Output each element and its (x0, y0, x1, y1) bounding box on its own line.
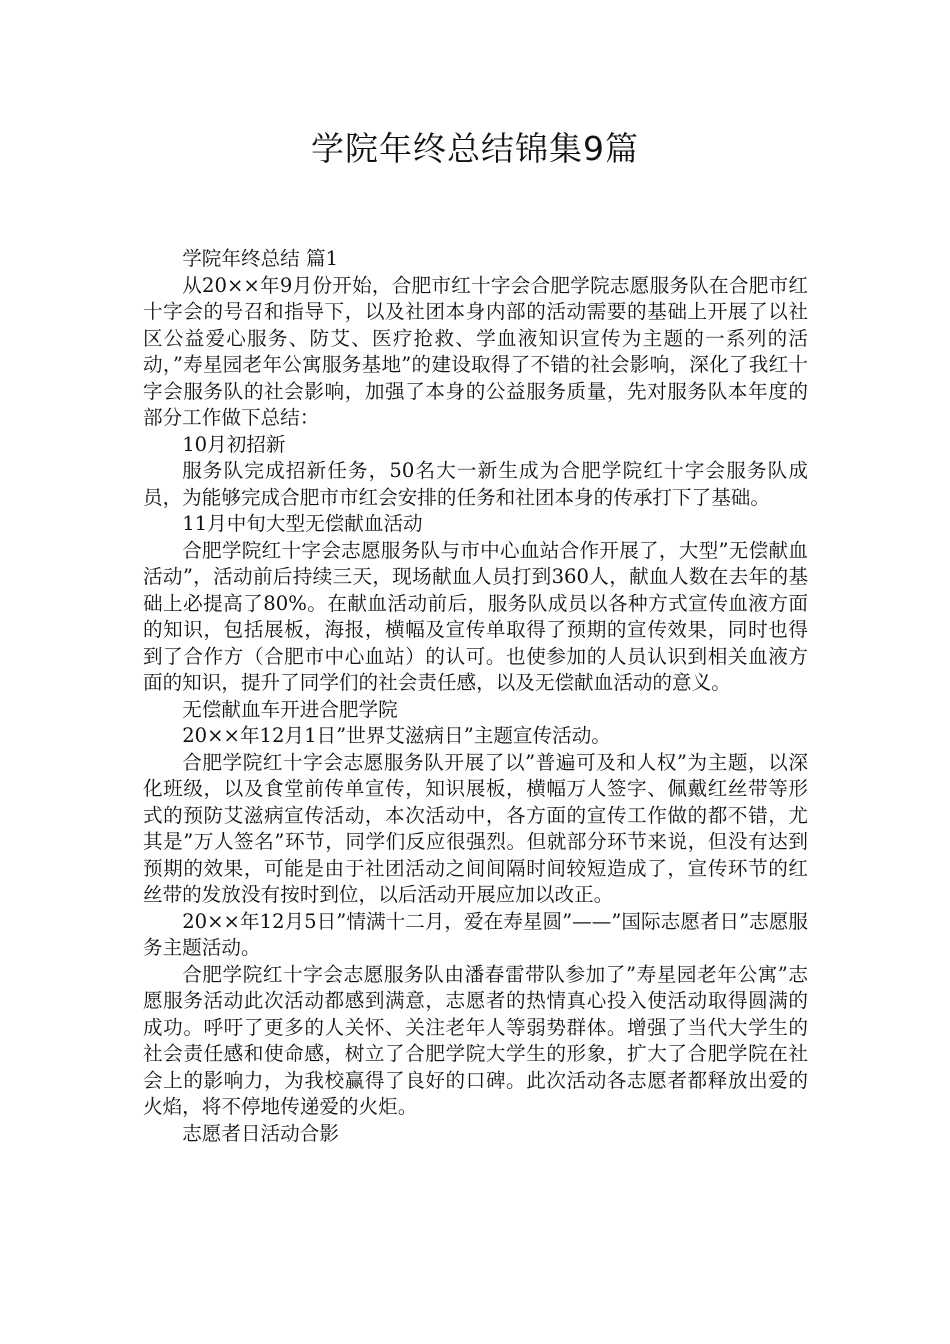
body-paragraph: 合肥学院红十字会志愿服务队由潘春雷带队参加了”寿星园老年公寓”志愿服务活动此次活动都感到满意，志愿者的热情真心投入使活动取得圆满的成功。呼吁了更多的人关怀、关注老年人等弱势群体。增强了当代大学生的社会责任感和使命感，树立了合肥学院大学生的形象，扩大了合肥学院在社会上的影响力，为我校赢得了良好的口碑。此次活动各志愿者都释放出爱的火焰，将不停地传递爱的火炬。 (143, 962, 808, 1118)
subheading: 11月中旬大型无偿献血活动 (182, 512, 423, 535)
subheading: 20××年12月1日”世界艾滋病日”主题宣传活动。 (182, 724, 611, 747)
section-heading: 学院年终总结 篇1 (182, 247, 339, 270)
subheading: 20××年12月5日”情满十二月，爱在寿星圆”——”国际志愿者日”志愿服务主题活动。 (143, 909, 808, 959)
body-paragraph: 从20××年9月份开始，合肥市红十字会合肥学院志愿服务队在合肥市红十字会的号召和指导下，以及社团本身内部的活动需要的基础上开展了以社区公益爱心服务、防艾、医疗抢救、学血液知识宣传为主题的一系列的活动，”寿星园老年公寓服务基地”的建设取得了不错的社会影响，深化了我红十字会服务队的社会影响，加强了本身的公益服务质量，先对服务队本年度的部分工作做下总结： (143, 273, 808, 429)
body-paragraph: 合肥学院红十字会志愿服务队开展了以”普遍可及和人权”为主题，以深化班级，以及食堂前传单宣传，知识展板，横幅万人签字、佩戴红丝带等形式的预防艾滋病宣传活动，本次活动中，各方面的宣传工作做的都不错，尤其是”万人签名”环节，同学们反应很强烈。但就部分环节来说，但没有达到预期的效果，可能是由于社团活动之间间隔时间较短造成了，宣传环节的红丝带的发放没有按时到位，以后活动开展应加以改正。 (143, 750, 808, 906)
body-paragraph: 合肥学院红十字会志愿服务队与市中心血站合作开展了，大型”无偿献血活动”，活动前后持续三天，现场献血人员打到360人，献血人数在去年的基础上必提高了80%。在献血活动前后，服务队成员以各种方式宣传血液方面的知识，包括展板，海报，横幅及宣传单取得了预期的宣传效果，同时也得到了合作方（合肥市中心血站）的认可。也使参加的人员认识到相关血液方面的知识，提升了同学们的社会责任感，以及无偿献血活动的意义。 (143, 538, 808, 694)
subheading: 10月初招新 (182, 432, 286, 456)
image-caption: 无偿献血车开进合肥学院 (182, 697, 398, 721)
document-body (143, 246, 808, 1147)
image-caption: 志愿者日活动合影 (182, 1121, 339, 1145)
body-paragraph: 服务队完成招新任务，50名大一新生成为合肥学院红十字会服务队成员，为能够完成合肥市市红会安排的任务和社团本身的传承打下了基础。 (143, 459, 808, 509)
document-title: 学院年终总结锦集9篇 (311, 129, 639, 168)
